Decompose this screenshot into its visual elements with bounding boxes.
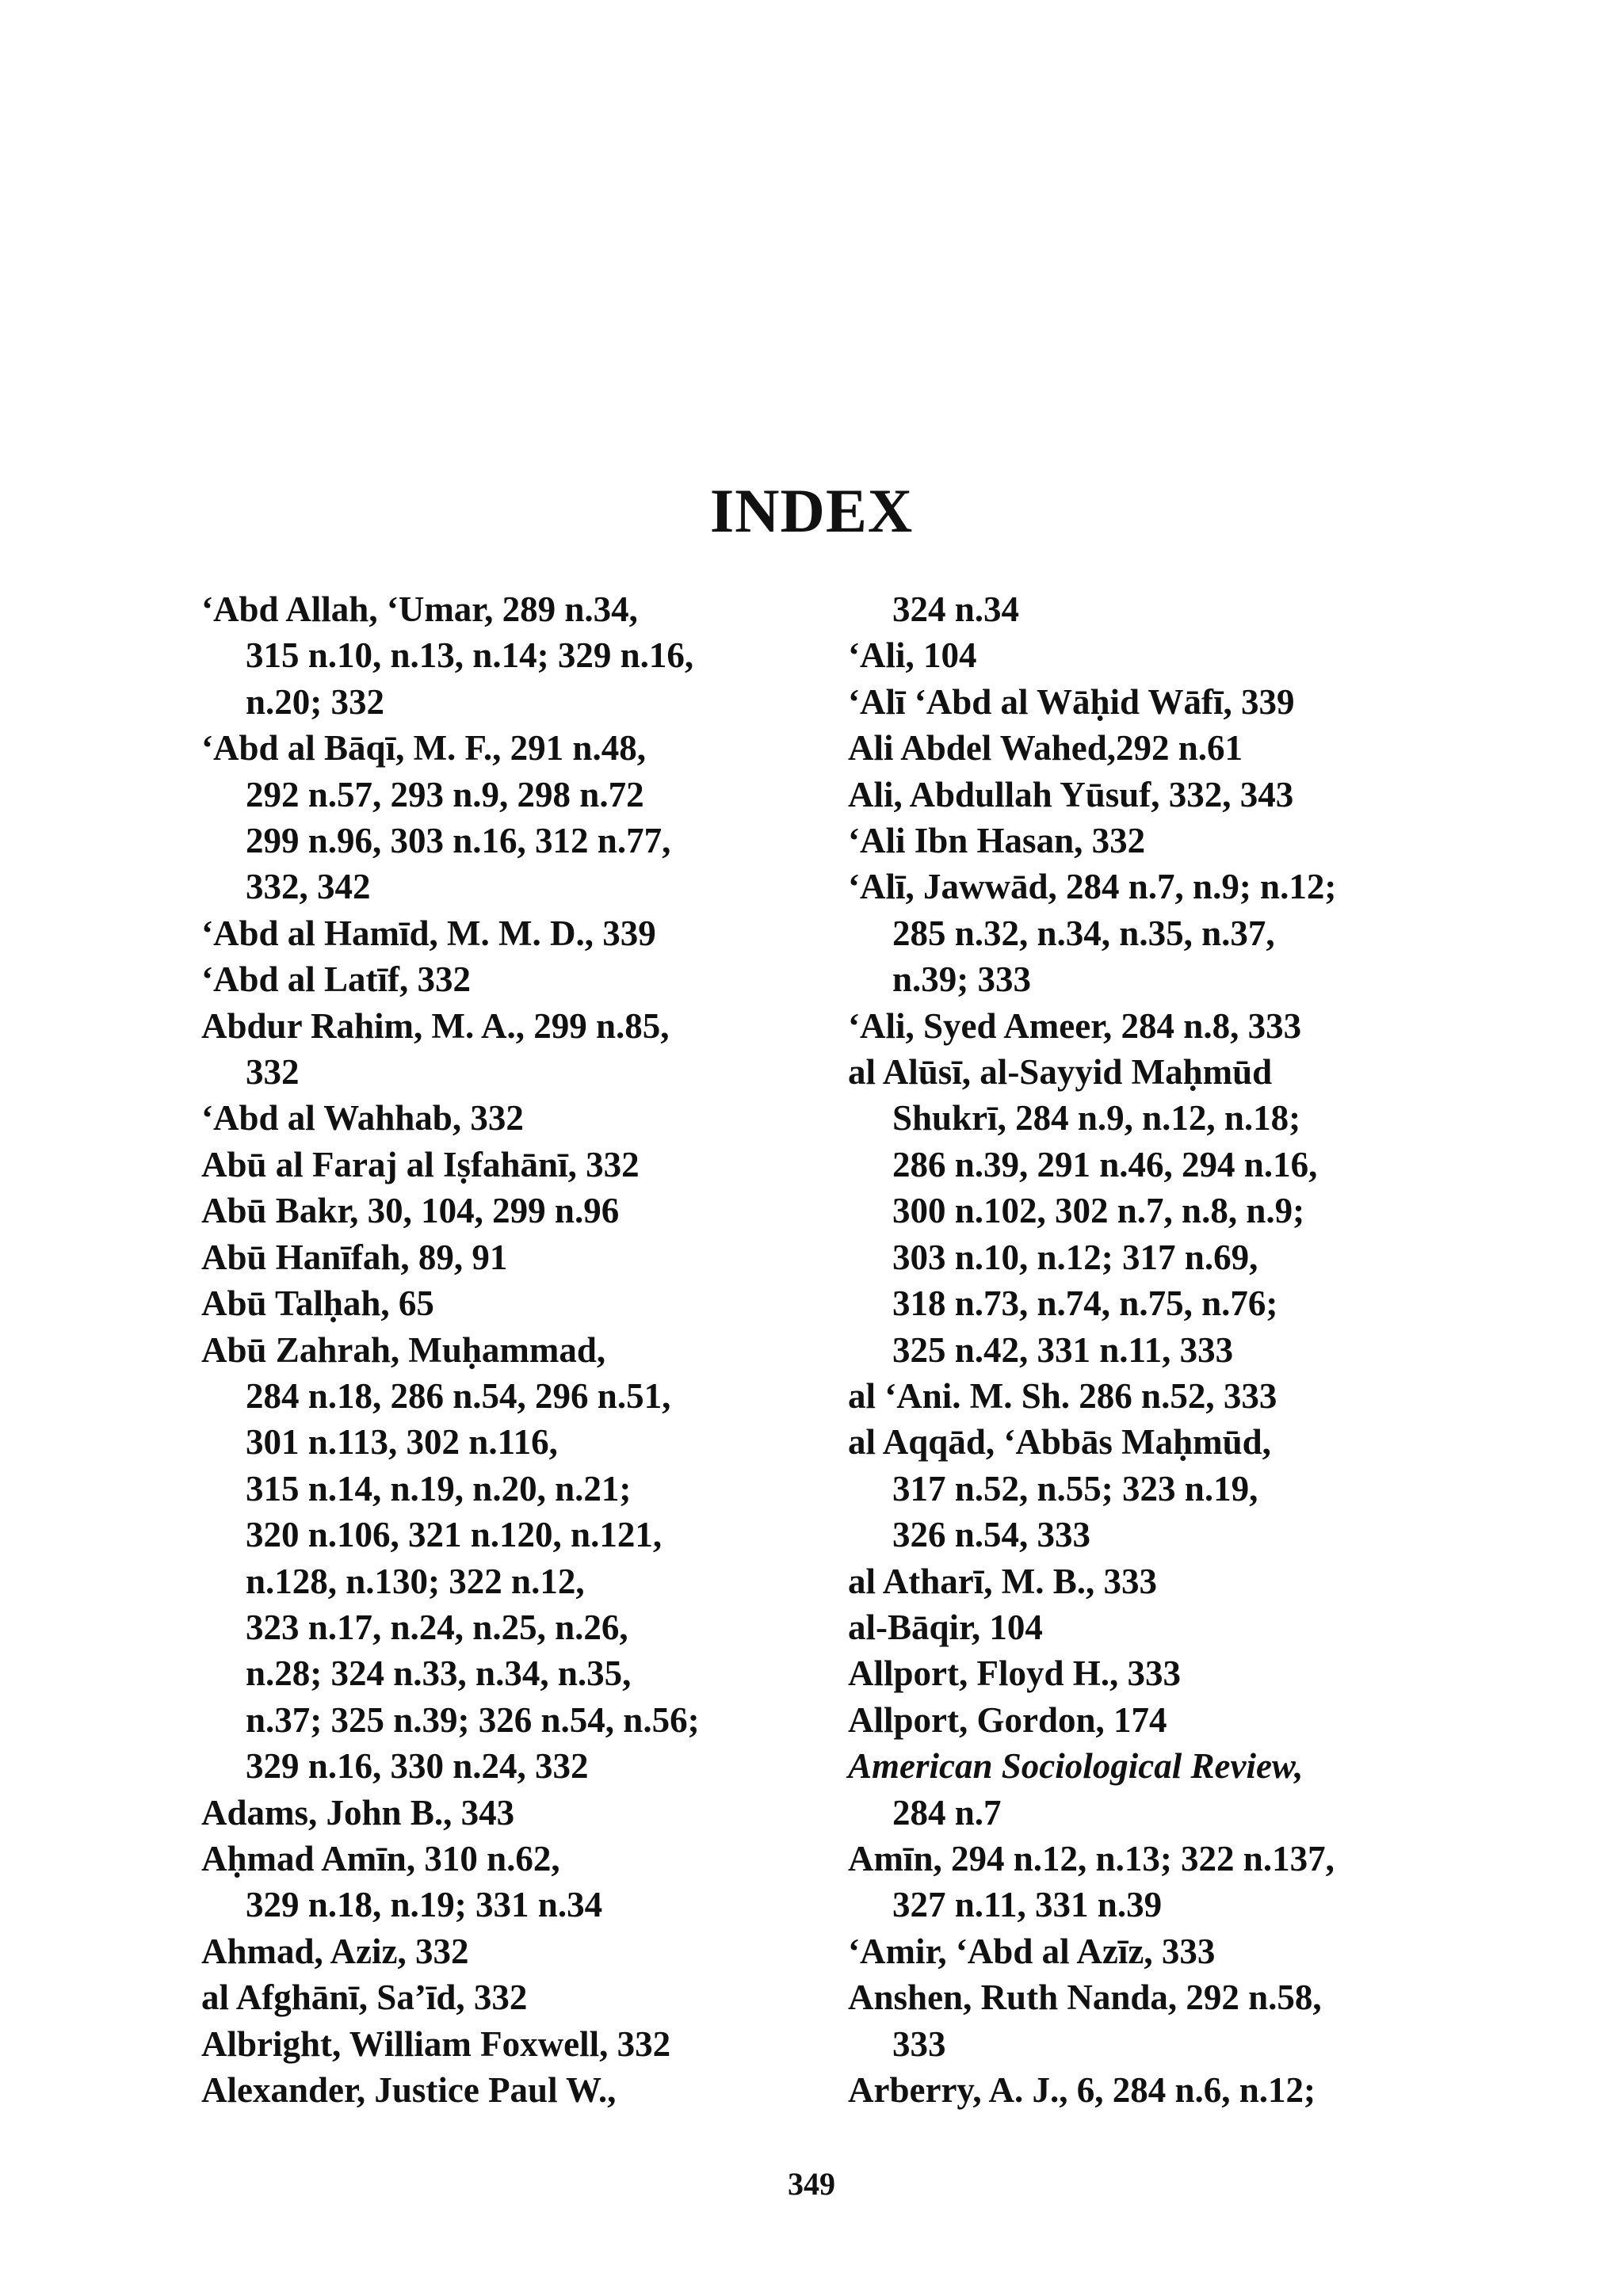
index-entry: [201, 2021, 835, 2067]
index-entry: [848, 1558, 1482, 1604]
index-entry: [848, 2067, 1482, 2113]
index-entry: [201, 1234, 835, 1280]
index-entry-line: Amīn, 294 n.12, n.13; 322 n.137,: [848, 1838, 1335, 1878]
index-entry-line: Allport, Gordon, 174: [848, 1699, 1167, 1740]
index-entry: [201, 1003, 835, 1096]
index-entry-line: Abū Zahrah, Muḥammad,: [201, 1329, 606, 1370]
index-entry-line: Albright, William Foxwell, 332: [201, 2023, 671, 2064]
index-entry: [848, 1373, 1482, 1419]
index-entry-line: 300 n.102, 302 n.7, n.8, n.9;: [892, 1191, 1305, 1231]
index-entry-line: 286 n.39, 291 n.46, 294 n.16,: [892, 1144, 1318, 1184]
index-entry-line: Abū al Faraj al Iṣfahānī, 332: [201, 1144, 640, 1184]
index-entry-line: Abū Bakr, 30, 104, 299 n.96: [201, 1191, 620, 1231]
index-entry-line: 301 n.113, 302 n.116,: [246, 1422, 558, 1463]
index-entry: [848, 1836, 1482, 1928]
index-entry-line: 332: [246, 1052, 300, 1093]
index-entry-line: 317 n.52, n.55; 323 n.19,: [892, 1468, 1258, 1508]
index-column-right: [848, 586, 1482, 2113]
index-entry-line: Ali Abdel Wahed,292 n.61: [848, 728, 1243, 769]
index-entry-line: al ‘Ani. M. Sh. 286 n.52, 333: [848, 1375, 1277, 1416]
index-entry: [201, 1790, 835, 1836]
index-entry-line: Anshen, Ruth Nanda, 292 n.58,: [848, 1978, 1322, 2018]
index-entry: [201, 1188, 835, 1234]
index-entry: [201, 1836, 835, 1928]
index-entry: [201, 1280, 835, 1326]
index-entry: [848, 864, 1482, 1002]
index-entry: [848, 818, 1482, 864]
index-entry-line: n.39; 333: [892, 959, 1032, 1000]
index-entry-line: 285 n.32, n.34, n.35, n.37,: [892, 913, 1275, 953]
index-entry-line: Aḥmad Amīn, 310 n.62,: [201, 1838, 560, 1878]
index-column-left: [201, 586, 835, 2113]
index-entry-line: 324 n.34: [892, 589, 1020, 629]
index-entry-line: Abū Hanīfah, 89, 91: [201, 1237, 508, 1277]
index-entry-line: Ali, Abdullah Yūsuf, 332, 343: [848, 774, 1294, 814]
index-entry: [848, 1604, 1482, 1650]
index-entry: [848, 772, 1482, 818]
index-entry-line: Ahmad, Aziz, 332: [201, 1931, 469, 1971]
index-entry-line: ‘Abd al Hamīd, M. M. D., 339: [201, 913, 656, 953]
index-entry: [201, 910, 835, 956]
index-entry: [201, 2067, 835, 2113]
index-entry-line: 327 n.11, 331 n.39: [892, 1885, 1163, 1925]
index-entry: [201, 1095, 835, 1141]
index-entry-line: Adams, John B., 343: [201, 1792, 515, 1833]
index-entry: [201, 586, 835, 725]
index-entry-line: Alexander, Justice Paul W.,: [201, 2070, 617, 2110]
index-entry-line: 315 n.14, n.19, n.20, n.21;: [246, 1468, 632, 1508]
index-entry-line: 332, 342: [246, 867, 371, 907]
index-entry-line: ‘Amir, ‘Abd al Azīz, 333: [848, 1931, 1216, 1971]
index-entry: [848, 1743, 1482, 1836]
index-entry-line: ‘Abd al Latīf, 332: [201, 959, 472, 1000]
index-entry-line: ‘Abd al Wahhab, 332: [201, 1098, 524, 1138]
index-entry-line: 333: [892, 2023, 946, 2064]
index-entry-line: 299 n.96, 303 n.16, 312 n.77,: [246, 821, 671, 861]
page-number: 349: [788, 2166, 835, 2202]
index-entry: [201, 725, 835, 910]
index-entry-line: ‘Ali Ibn Hasan, 332: [848, 821, 1146, 861]
index-entry-line: 329 n.18, n.19; 331 n.34: [246, 1885, 603, 1925]
index-entry-line: 320 n.106, 321 n.120, n.121,: [246, 1515, 663, 1555]
index-entry-line: ‘Abd Allah, ‘Umar, 289 n.34,: [201, 589, 638, 629]
index-entry: [848, 586, 1482, 632]
index-entry-line: 303 n.10, n.12; 317 n.69,: [892, 1237, 1258, 1277]
index-entry-line: American Sociological Review,: [848, 1746, 1304, 1787]
index-entry-line: al Afghānī, Sa’īd, 332: [201, 1978, 528, 2018]
index-entry-line: 315 n.10, n.13, n.14; 329 n.16,: [246, 635, 694, 676]
index-entry-line: 329 n.16, 330 n.24, 332: [246, 1746, 589, 1787]
index-entry: [848, 725, 1482, 771]
index-entry: [848, 679, 1482, 725]
index-entry-line: n.20; 332: [246, 681, 385, 722]
index-entry-line: al Aqqād, ‘Abbās Maḥmūd,: [848, 1422, 1271, 1463]
index-entry-line: 326 n.54, 333: [892, 1515, 1091, 1555]
index-entry-line: 292 n.57, 293 n.9, 298 n.72: [246, 774, 644, 814]
index-entry-line: 318 n.73, n.74, n.75, n.76;: [892, 1283, 1278, 1324]
index-entry: [201, 1928, 835, 1974]
index-entry: [848, 1974, 1482, 2067]
index-entry: [848, 632, 1482, 678]
index-entry-line: al Atharī, M. B., 333: [848, 1561, 1157, 1601]
index-entry: [848, 1049, 1482, 1373]
index-entry-line: Abū Talḥah, 65: [201, 1283, 434, 1324]
index-entry: [848, 1928, 1482, 1974]
index-entry-line: Arberry, A. J., 6, 284 n.6, n.12;: [848, 2070, 1316, 2110]
index-entry-line: Allport, Floyd H., 333: [848, 1653, 1182, 1694]
index-entry-line: ‘Ali, 104: [848, 635, 977, 676]
index-entry-line: ‘Alī ‘Abd al Wāḥid Wāfī, 339: [848, 681, 1295, 722]
index-entry: [848, 1650, 1482, 1696]
page-title: INDEX: [709, 476, 914, 545]
index-entry-line: n.37; 325 n.39; 326 n.54, n.56;: [246, 1699, 700, 1740]
index-entry-line: Shukrī, 284 n.9, n.12, n.18;: [892, 1098, 1301, 1138]
index-entry: [201, 1142, 835, 1188]
index-entry-line: al Alūsī, al-Sayyid Maḥmūd: [848, 1052, 1273, 1093]
index-entry-line: ‘Abd al Bāqī, M. F., 291 n.48,: [201, 728, 646, 769]
index-entry-line: n.28; 324 n.33, n.34, n.35,: [246, 1653, 632, 1694]
index-entry-line: 323 n.17, n.24, n.25, n.26,: [246, 1607, 628, 1647]
index-entry: [848, 1419, 1482, 1558]
index-entry: [201, 1327, 835, 1790]
index-entry: [201, 956, 835, 1002]
index-entry-line: al-Bāqir, 104: [848, 1607, 1043, 1647]
index-entry: [848, 1003, 1482, 1049]
index-entry-line: 325 n.42, 331 n.11, 333: [892, 1329, 1234, 1370]
index-entry-line: Abdur Rahim, M. A., 299 n.85,: [201, 1005, 670, 1046]
index-entry-line: 284 n.7: [892, 1792, 1002, 1833]
index-entry-line: ‘Ali, Syed Ameer, 284 n.8, 333: [848, 1005, 1302, 1046]
index-entry-line: 284 n.18, 286 n.54, 296 n.51,: [246, 1375, 671, 1416]
index-entry: [848, 1697, 1482, 1743]
index-entry: [201, 1974, 835, 2020]
index-entry-line: ‘Alī, Jawwād, 284 n.7, n.9; n.12;: [848, 867, 1337, 907]
index-entry-line: n.128, n.130; 322 n.12,: [246, 1561, 585, 1601]
